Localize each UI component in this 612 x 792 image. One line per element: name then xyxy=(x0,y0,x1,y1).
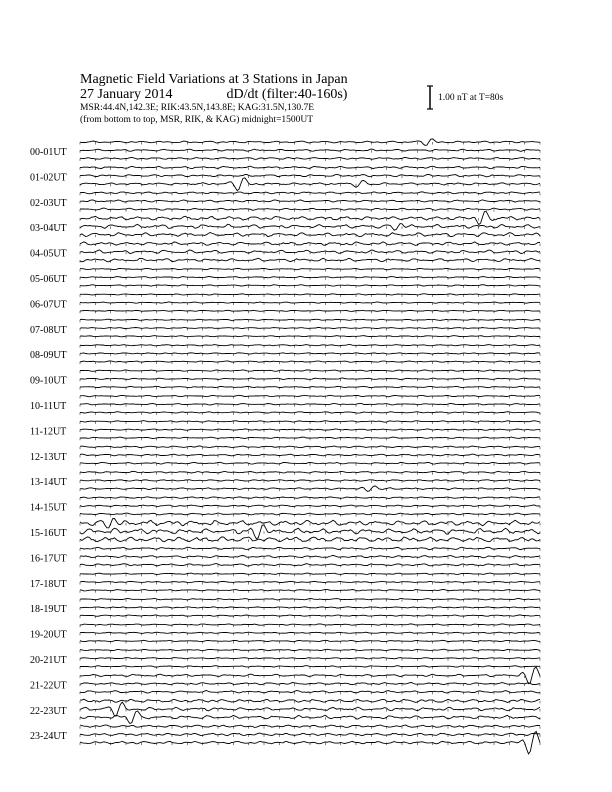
hour-label: 21-22UT xyxy=(30,680,67,692)
hour-label: 12-13UT xyxy=(30,451,67,463)
trace-rik xyxy=(80,378,540,380)
hour-label: 10-11UT xyxy=(30,401,67,412)
time-ticks xyxy=(80,455,540,458)
hour-label: 15-16UT xyxy=(30,528,67,539)
station-coordinates: MSR:44.4N,142.3E; RIK:43.5N,143.8E; KAG:31.5N,130.7E xyxy=(80,103,315,113)
trace-msr xyxy=(80,178,540,191)
time-ticks xyxy=(80,523,540,526)
hour-label: 09-10UT xyxy=(30,375,67,387)
trace-kag xyxy=(80,212,540,225)
time-ticks xyxy=(80,244,540,247)
time-ticks xyxy=(80,294,540,297)
hour-label: 02-03UT xyxy=(30,197,67,209)
time-ticks xyxy=(80,734,540,737)
hour-label: 22-23UT xyxy=(30,705,67,717)
trace-kag xyxy=(80,471,540,473)
time-ticks xyxy=(80,371,540,374)
trace-rik xyxy=(80,702,540,716)
trace-rik xyxy=(80,328,540,329)
hour-label: 01-02UT xyxy=(30,172,67,184)
time-ticks xyxy=(80,303,540,306)
hour-label: 23-24UT xyxy=(30,731,67,743)
time-ticks xyxy=(80,404,540,407)
time-ticks xyxy=(80,209,540,212)
trace-msr xyxy=(80,437,540,438)
time-ticks xyxy=(80,514,540,517)
time-ticks xyxy=(80,463,540,466)
trace-rik xyxy=(80,480,540,482)
trace-msr xyxy=(80,310,540,311)
hour-label: 19-20UT xyxy=(30,629,67,641)
trace-kag xyxy=(80,319,540,320)
time-ticks xyxy=(80,193,540,196)
chart-date: 27 January 2014 xyxy=(80,87,173,102)
scale-bar-label: 1.00 nT at T=80s xyxy=(438,93,504,103)
trace-msr xyxy=(80,285,540,287)
trace-msr xyxy=(80,640,540,641)
chart-quantity: dD/dt (filter:40-160s) xyxy=(226,87,348,102)
hour-panels xyxy=(30,139,540,754)
hour-label: 03-04UT xyxy=(30,223,67,235)
trace-kag xyxy=(80,345,540,346)
trace-msr xyxy=(80,361,540,362)
time-ticks xyxy=(80,396,540,399)
hour-label: 07-08UT xyxy=(30,324,67,336)
hour-label: 18-19UT xyxy=(30,604,67,616)
trace-msr xyxy=(80,691,540,694)
time-ticks xyxy=(80,574,540,577)
trace-rik xyxy=(80,276,540,278)
time-ticks xyxy=(80,557,540,560)
trace-order-note: (from bottom to top, MSR, RIK, & KAG) midnight=1500UT xyxy=(80,115,314,125)
hour-label: 11-12UT xyxy=(30,426,67,438)
hour-label: 06-07UT xyxy=(30,299,67,311)
trace-rik xyxy=(80,632,540,633)
hour-label: 17-18UT xyxy=(30,578,67,590)
hour-label: 16-17UT xyxy=(30,553,67,565)
hour-label: 08-09UT xyxy=(30,350,67,362)
trace-rik xyxy=(80,607,540,608)
time-ticks xyxy=(80,353,540,356)
time-ticks xyxy=(80,269,540,272)
trace-rik xyxy=(80,224,540,231)
hour-label: 00-01UT xyxy=(30,147,67,158)
hour-label: 04-05UT xyxy=(30,248,67,260)
hour-label: 14-15UT xyxy=(30,502,67,514)
hour-label: 13-14UT xyxy=(30,477,67,489)
hour-label: 20-21UT xyxy=(30,655,67,666)
trace-rik xyxy=(80,149,540,151)
chart-title: Magnetic Field Variations at 3 Stations in Japan xyxy=(80,72,348,87)
time-ticks xyxy=(80,565,540,568)
time-ticks xyxy=(80,447,540,450)
hour-label: 05-06UT xyxy=(30,274,67,285)
